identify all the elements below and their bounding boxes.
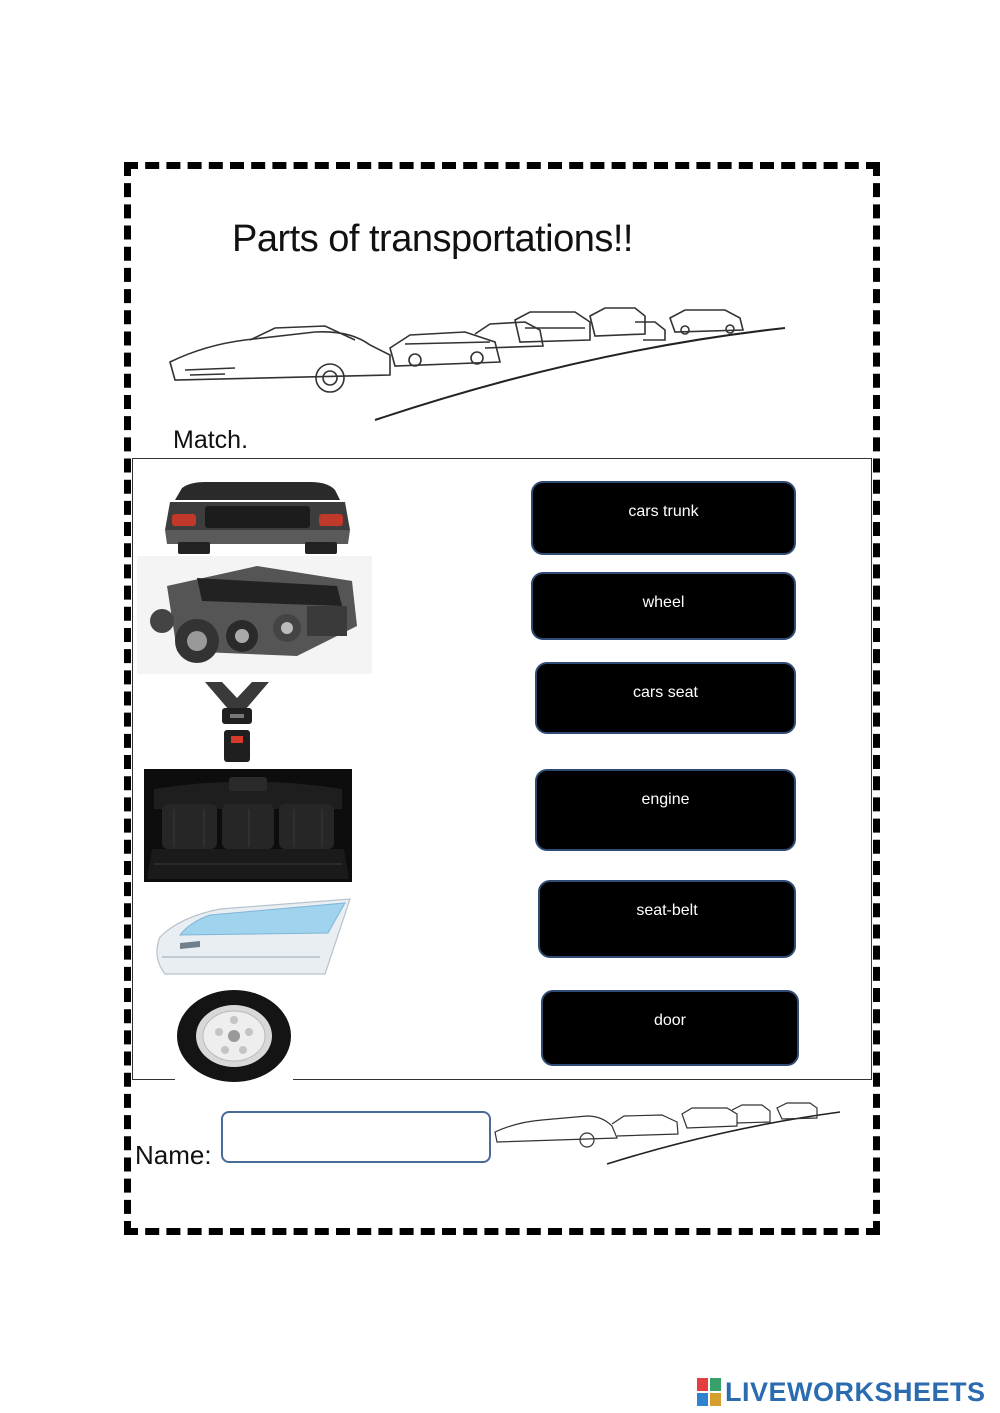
liveworksheets-logo-icon bbox=[697, 1378, 721, 1406]
engine-icon bbox=[137, 556, 372, 674]
name-input[interactable] bbox=[221, 1111, 491, 1163]
option-door-button[interactable]: door bbox=[541, 990, 799, 1066]
option-engine-button[interactable]: engine bbox=[535, 769, 796, 851]
worksheet-title: Parts of transportations!! bbox=[232, 218, 633, 260]
liveworksheets-logo bbox=[697, 1376, 986, 1408]
option-seat-belt-button[interactable]: seat-belt bbox=[538, 880, 796, 958]
option-cars-seat-button[interactable]: cars seat bbox=[535, 662, 796, 734]
car-seat-icon bbox=[144, 769, 352, 882]
traffic-cars-small-illustration bbox=[492, 1098, 842, 1168]
car-door-icon bbox=[150, 897, 355, 977]
wheel-icon bbox=[175, 990, 293, 1085]
seat-belt-icon bbox=[200, 680, 275, 765]
match-instruction: Match. bbox=[173, 426, 249, 454]
traffic-cars-illustration bbox=[165, 300, 790, 425]
name-label: Name: bbox=[135, 1140, 212, 1170]
liveworksheets-logo-text: LIVEWORKSHEETS bbox=[725, 1376, 986, 1407]
option-wheel-button[interactable]: wheel bbox=[531, 572, 796, 640]
car-trunk-icon bbox=[160, 480, 355, 556]
option-cars-trunk-button[interactable]: cars trunk bbox=[531, 481, 796, 555]
